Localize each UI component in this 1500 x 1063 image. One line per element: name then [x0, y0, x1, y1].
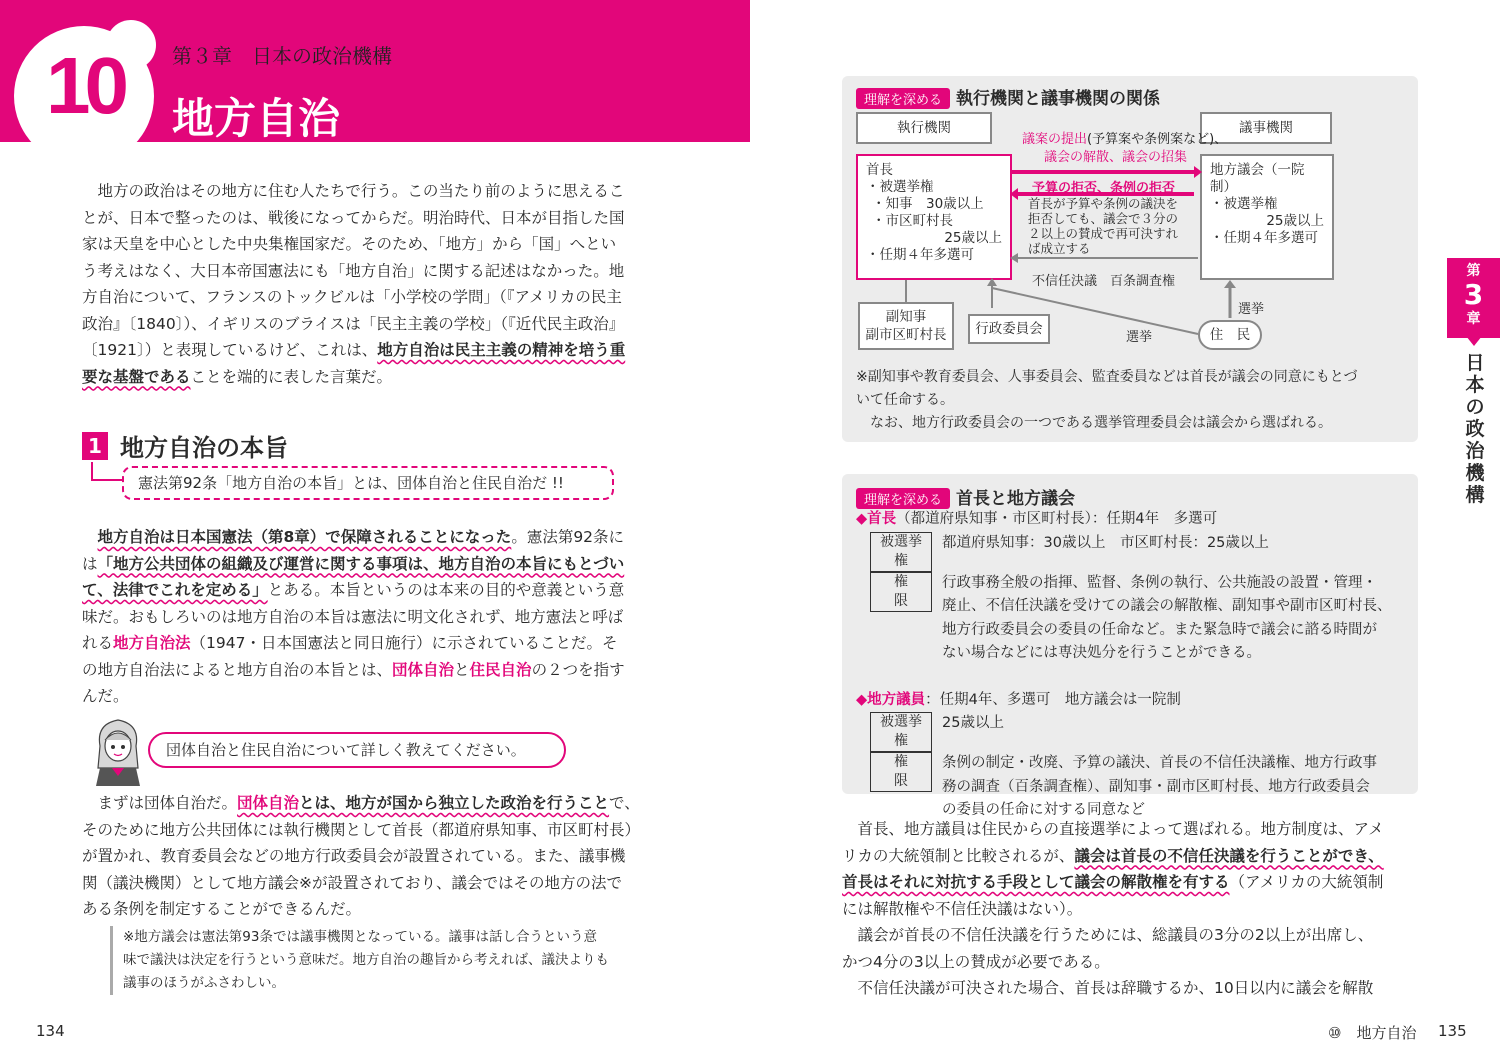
- paragraph-3: まずは団体自治だ。団体自治とは、地方が国から独立した政治を行うことで、 そのために地方公共団体には執行機関として首長（都道府県知事、市区町村長） が置かれ、教育委員会などの地方行政委員会が設置されている。また、議事機 関（議決機関）として地方議会※が設置されており、議会ではその地方の法で ある条例を制定することができるんだ。: [82, 794, 641, 918]
- key-phrase: 地方自治は民主主義の精神を培う重: [377, 341, 626, 359]
- section-heading: [82, 428, 288, 463]
- box-title: 首長と地方議会: [956, 489, 1076, 509]
- question-bubble: 団体自治と住民自治について詳しく教えてください。: [148, 732, 566, 768]
- chapter-vertical-title: 日本の政治機構: [1465, 352, 1485, 506]
- paragraph-2: 地方自治は日本国憲法（第8章）で保障されることになった。憲法第92条に は「地方公共団体の組織及び運営に関する事項は、地方自治の本旨にもとづい て、法律でこれを定める」とある。本旨というのは本来の目的や意義という意 味だ。おもしろいのは地方自治の本旨は憲法に明文化されず、地方憲法と呼ば れる地方自治法（1947・日本国憲法と同日施行）に示されていることだ。そ の地方自治法によると地方自治の本旨とは、団体自治と住民自治の２つを指す んだ。: [82, 528, 625, 705]
- box-tag: 理解を深める: [856, 88, 950, 109]
- student-avatar-icon: [92, 716, 144, 786]
- page-title: 地方自治: [172, 94, 341, 143]
- page-number-right: 135: [1438, 1022, 1467, 1040]
- section-number: 1: [82, 432, 108, 460]
- summary-box: 理解を深める 首長と地方議会 ◆首長（都道府県知事・市区町村長）：任期4年 多選可 被選挙権 都道府県知事：30歳以上 市区町村長：25歳以上 権 限 行政事務全般の指揮、監督、条例の執行、公共施設の設置・管理・ 廃止、不信任決議を受けての議会の解散権、副知事や副市区町村長、 地方行政委員会の委員の任命など。また緊急時で議会に諮る時間が ない場合などには専決処分を行うことができる。 ◆地方議員：任期4年、多選可 地方議会は一院制 被選挙権 25歳以上 権 限 条例の制定・改廃、予算の議決、首長の不信任決議権、地方行政事 務の調査（百条調査権）、副知事・副市区町村長、地方行政委員会 の委員の任命に対する同意など: [842, 474, 1418, 794]
- chapter-side-tab: 第 3 章: [1447, 258, 1500, 338]
- point-bubble: 憲法第92条「地方自治の本旨」とは、団体自治と住民自治だ !!: [122, 466, 614, 500]
- key-phrase: 要な基盤である: [82, 367, 191, 386]
- box-title: 執行機関と議事機関の関係: [956, 89, 1161, 109]
- tab-pointer-icon: [1466, 336, 1482, 346]
- chapter-label: 第３章 日本の政治機構: [172, 44, 392, 68]
- residents-node: 住 民: [1198, 320, 1262, 350]
- section-title: 地方自治の本旨: [120, 434, 288, 462]
- diagram-note: ※副知事や教育委員会、人事委員会、監査委員などは首長が議会の同意にもとづ いて任命する。 なお、地方行政委員会の一つである選挙管理委員会は議会から選ばれる。: [856, 369, 1358, 431]
- council-box: 地方議会（一院制） ・被選挙権 25歳以上 ・任期４年多選可: [1200, 154, 1334, 280]
- exec-box: 首長 ・被選挙権 ・知事 30歳以上 ・市区町村長 25歳以上 ・任期４年多選可: [856, 154, 1012, 280]
- bubble-connector: [88, 460, 124, 488]
- committee-box: 行政委員会: [968, 314, 1050, 344]
- page-number-left: 134: [36, 1022, 65, 1040]
- chapter-number: 10: [46, 41, 123, 130]
- veto-description: 首長が予算や条例の議決を 拒否しても、議会で３分の ２以上の賛成で再可決すれ ば成立する: [1028, 196, 1179, 256]
- intro-paragraph: 地方の政治はその地方に住む人たちで行う。この当たり前のように思えるこ とが、日本で整ったのは、戦後になってからだ。明治時代、日本が目指した国 家は天皇を中心とした中央集権国家だ。そのため、「地方」から「国」へとい う考えはなく、大日本帝国憲法にも「地方自治」に関する記述はなかった。地 方自治について、フランスのトックビルは「小学校の学問」（『アメリカの民主 政治』〔1840〕）、イギリスのブライスは「民主主義の学校」（『近代民主政治』 〔1921〕）と表現しているけど、これは、地方自治は民主主義の精神を培う重 要な基盤であることを端的に表した言葉だ。: [82, 182, 626, 386]
- box-tag: 理解を深める: [856, 488, 950, 509]
- council-header: 議事機関: [1200, 112, 1332, 144]
- diagram-box: 理解を深める 執行機関と議事機関の関係 執行機関 議事機関 首長 ・被選挙権 ・知事 30歳以上 ・市区町村長 25歳以上 ・任期４年多選可 地方議会（一院制） ・被選挙権 25歳以上 ・任期４年多選可 議案の提出(予算案や条例案など)、 議会の解散、議会の招集 予算の拒否、条例の拒否 首長が予算や条例の議決を 拒否しても、議会で３分の ２以上の賛成で再可決すれ ば成立する 不信任決議 百条調査権 副知事 副市区町村長 行政委員会 住 民 選挙 選挙 ※副知事や教育委員会、人事委員会、監査委員などは首長が議会の同意にもとづ いて任命する。 なお、地方行政委員会の一つである選挙管理委員会は議会から選ばれる。: [842, 76, 1418, 442]
- footnote: ※地方議会は憲法第93条では議事機関となっている。議事は話し合うという意 味で議決は決定を行うという意味だ。地方自治の趣旨から考えれば、議決よりも 議事のほうがふさわしい。: [110, 926, 665, 995]
- page-footer-title: ⑩ 地方自治: [1328, 1024, 1417, 1042]
- paragraph-4: 首長、地方議員は住民からの直接選挙によって選ばれる。地方制度は、アメ リカの大統領制と比較されるが、議会は首長の不信任決議を行うことができ、 首長はそれに対抗する手段として議会の解散権を有する（アメリカの大統領制 には解散権や不信任決議はない）。 議会が首長の不信任決議を行うためには、総議員の3分の2以上が出席し、 かつ4分の3以上の賛成が必要である。 不信任決議が可決された場合、首長は辞職するか、10日以内に議会を解散: [842, 820, 1384, 997]
- vice-box: 副知事 副市区町村長: [858, 302, 954, 350]
- exec-header: 執行機関: [856, 112, 992, 144]
